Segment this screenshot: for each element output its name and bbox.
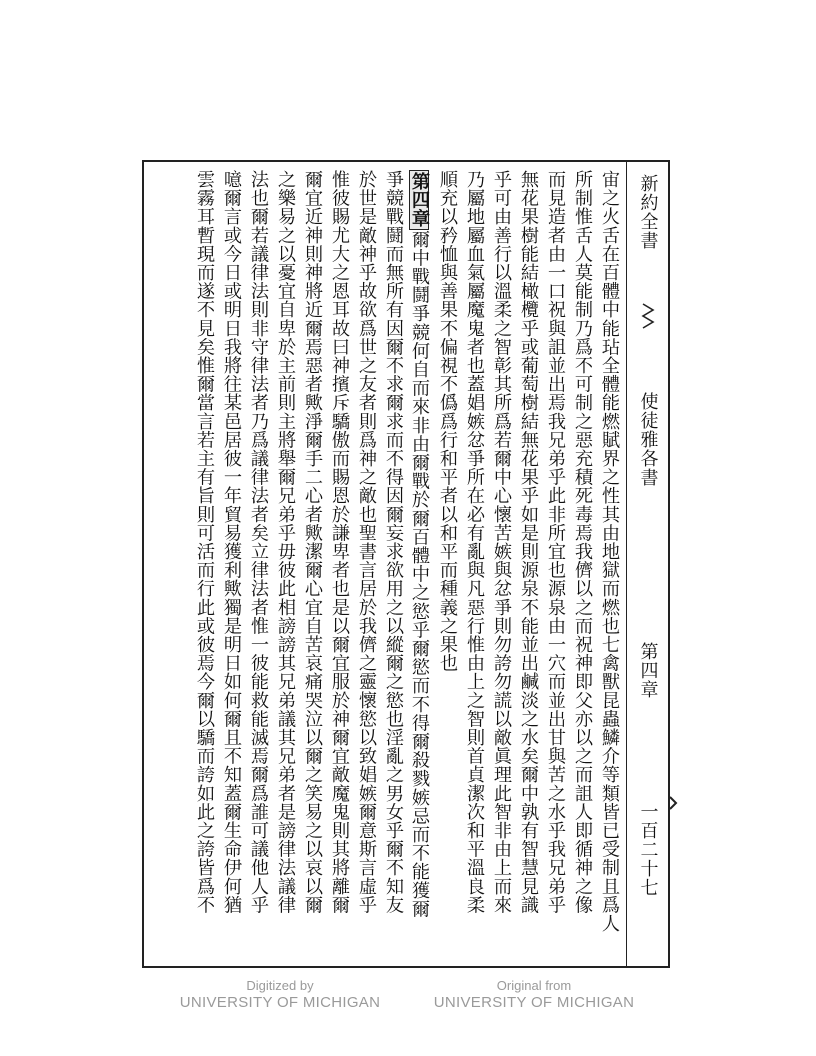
text-column: 宙之火舌在百體中能玷全體能燃賦界之性其由地獄而燃也七禽獸昆蟲鱗介等類皆已受制且爲人 [599, 170, 620, 933]
text-column: 爭競戰鬪而無所有因爾不求爾求而不得因爾妄求欲用之以縱爾之慾也淫亂之男女乎爾不知友 [383, 170, 404, 914]
text-column: 惟彼賜尤大之恩耳故曰神擯斥驕傲而賜恩於謙卑者也是以爾宜服於神爾宜敵魔鬼則其將離爾 [329, 170, 350, 914]
digitized-by-institution: UNIVERSITY OF MICHIGAN [179, 994, 381, 1011]
text-column: 噫爾言或今日或明日我將往某邑居彼一年貿易獲利歟獨是明日如何爾且不知蓋爾生命伊何猶 [221, 170, 242, 914]
text-column: 而見造者由一口祝與詛並出焉我兄弟乎此非所宜也源泉由一穴而並出甘與苦之水乎我兄弟乎 [545, 170, 566, 914]
original-from-label: Original from [496, 978, 572, 993]
page-header-band [626, 162, 668, 966]
text-column: 乃屬地屬血氣屬魔鬼者也蓋娼嫉忿爭所在必有亂與凡惡行惟由上之智則首貞潔次和平溫良柔 [464, 170, 485, 914]
text-column: 順充以矜恤與善果不偏視不僞爲行和平者以和平而種義之果也 [437, 170, 458, 673]
text-column [409, 170, 429, 958]
text-column: 雲霧耳暫現而遂不見矣惟爾當言若主有旨則可活而行此或彼焉今爾以驕而誇如此之誇皆爲不 [194, 170, 215, 914]
text-column: 爾宜近神則神將近爾焉惡者歟淨爾手二心者歟潔爾心宜自苦哀痛哭泣以爾之笑易之以哀以爾 [302, 170, 323, 914]
fleuron-ornament-icon [641, 302, 655, 330]
digitized-by-label: Digitized by [246, 978, 314, 993]
page-number: 一百二十七 [637, 802, 659, 897]
book-title: 新約全書 [637, 174, 659, 250]
book-section-title: 使徒雅各書 [637, 392, 659, 487]
text-column: 於世是敵神乎故欲爲世之友者則爲神之敵也聖書言居於我儕之靈懷慾以致娼嫉爾意斯言虛乎 [356, 170, 377, 914]
text-column-content: 爾中戰鬪爭競何自而來非由爾戰於爾百體中之慾乎爾慾而不得爾殺戮嫉忌而不能獲爾 [409, 229, 430, 919]
chapter-heading: 第四章 [637, 642, 659, 699]
book-page [142, 160, 670, 968]
text-column: 所制惟舌人莫能制乃爲不可制之惡充積死毒焉我儕以之而祝神即父亦以之而詛人即循神之像 [572, 170, 593, 914]
text-column: 之樂易之以憂宜自卑於主前則主將舉爾兄弟乎毋彼此相謗謗其兄弟議其兄弟者是謗律法議律 [275, 170, 296, 914]
edge-arrow-icon [668, 795, 678, 811]
text-column: 法也爾若議律法則非守律法者乃爲議律法者矣立律法者惟一彼能救能滅焉爾爲誰可議他人乎 [248, 170, 269, 914]
text-column: 乎可由善行以溫柔之智彰其所爲若爾中心懷苦嫉與忿爭則勿誇勿謊以敵眞理此智非由上而來 [491, 170, 512, 914]
chapter-start-mark: 第四章 [409, 172, 430, 228]
text-column: 無花果樹能結橄欖乎或葡萄樹結無花果乎如是則源泉不能並出鹹淡之水矣爾中孰有智慧見識 [518, 170, 539, 914]
body-text [152, 170, 618, 958]
original-from-institution: UNIVERSITY OF MICHIGAN [433, 994, 635, 1011]
